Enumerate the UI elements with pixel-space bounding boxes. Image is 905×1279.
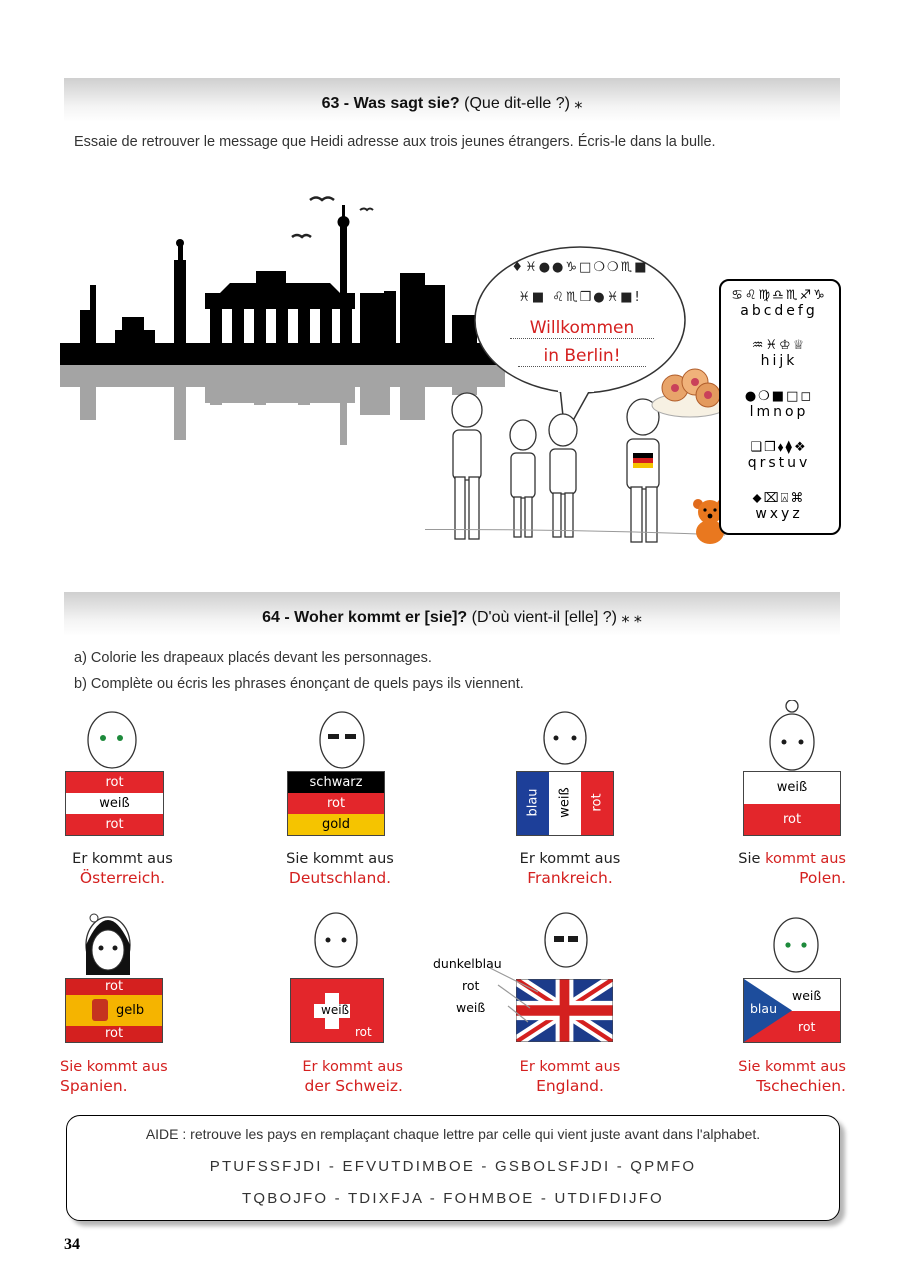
aide-title: AIDE : retrouve les pays en remplaçant chaque lettre par celle qui vient juste avant dans l'alphabet. <box>145 1126 761 1142</box>
bubble-cipher-line-2: ♓■ ♌♏❒●♓■! <box>518 290 642 305</box>
caption-poland: Sie kommt aus Polen. <box>738 851 846 887</box>
ex64-instruction-b: b) Complète ou écris les phrases énonçant de quels pays ils viennent. <box>74 676 524 692</box>
uk-label-dark-blue: dunkelblau <box>433 956 502 971</box>
uk-label-white: weiß <box>456 1000 486 1015</box>
flag-switzerland: weiß rot <box>290 978 384 1043</box>
spain-coat-of-arms-icon <box>92 999 108 1021</box>
cipher-row-3: ●❍■□◻ lmnop <box>744 389 814 420</box>
caption-england: Er kommt aus England. <box>519 1059 621 1095</box>
page-number: 34 <box>64 1236 80 1253</box>
bubble-cipher-line-1: ♦♓●●♑□❍❍♏■ <box>511 260 649 275</box>
portraits-row-1 <box>60 700 850 775</box>
caption-austria: Er kommt aus Österreich. <box>72 851 173 887</box>
ex63-heading: 63 - Was sagt sie? (Que dit-elle ?) ⁎ <box>321 95 583 112</box>
caption-czech: Sie kommt aus Tschechien. <box>738 1059 846 1095</box>
cipher-row-4: ❑❒⬧⧫❖ qrstuv <box>747 440 811 471</box>
flag-czech: weiß blau rot <box>743 978 841 1043</box>
flag-poland: weiß rot <box>743 771 841 836</box>
cipher-row-1: ♋♌♍♎♏♐♑ abcdefg <box>731 288 827 319</box>
aide-code-line-1: PTUFSSFJDI - EFVUTDIMBOE - GSBOLSFJDI - QPMFO <box>209 1158 697 1175</box>
cipher-row-5: ⬥⌧⍓⌘ wxyz <box>752 491 806 522</box>
cipher-row-2: ♒♓♔♕ hijk <box>751 338 807 369</box>
caption-switzerland: Er kommt aus der Schweiz. <box>302 1059 403 1095</box>
flag-austria: rot weiß rot <box>65 771 164 836</box>
caption-germany: Sie kommt aus Deutschland. <box>286 851 394 887</box>
bubble-answer-line-1: Willkommen <box>510 318 654 339</box>
donuts-plate-illustration <box>650 360 730 420</box>
flag-germany: schwarz rot gold <box>287 771 385 836</box>
uk-label-arrows <box>490 960 550 1030</box>
flag-spain: rot gelb rot <box>65 978 163 1043</box>
bubble-answer-line-2: in Berlin! <box>518 346 646 367</box>
uk-label-red: rot <box>462 978 480 993</box>
flag-france: blau weiß rot <box>516 771 614 836</box>
ex64-heading: 64 - Woher kommt er [sie]? (D'où vient-il [elle] ?) ⁎ ⁎ <box>262 609 642 626</box>
aide-code-line-2: TQBOJFO - TDIXFJA - FOHMBOE - UTDIFDIJFO <box>242 1190 664 1207</box>
caption-spain: Sie kommt aus Spanien. <box>60 1059 168 1095</box>
ex64-instruction-a: a) Colorie les drapeaux placés devant les personnages. <box>74 650 432 666</box>
caption-france: Er kommt aus Frankreich. <box>519 851 621 887</box>
ex63-instruction: Essaie de retrouver le message que Heidi adresse aux trois jeunes étrangers. Écris-le dans la bulle. <box>74 134 716 150</box>
